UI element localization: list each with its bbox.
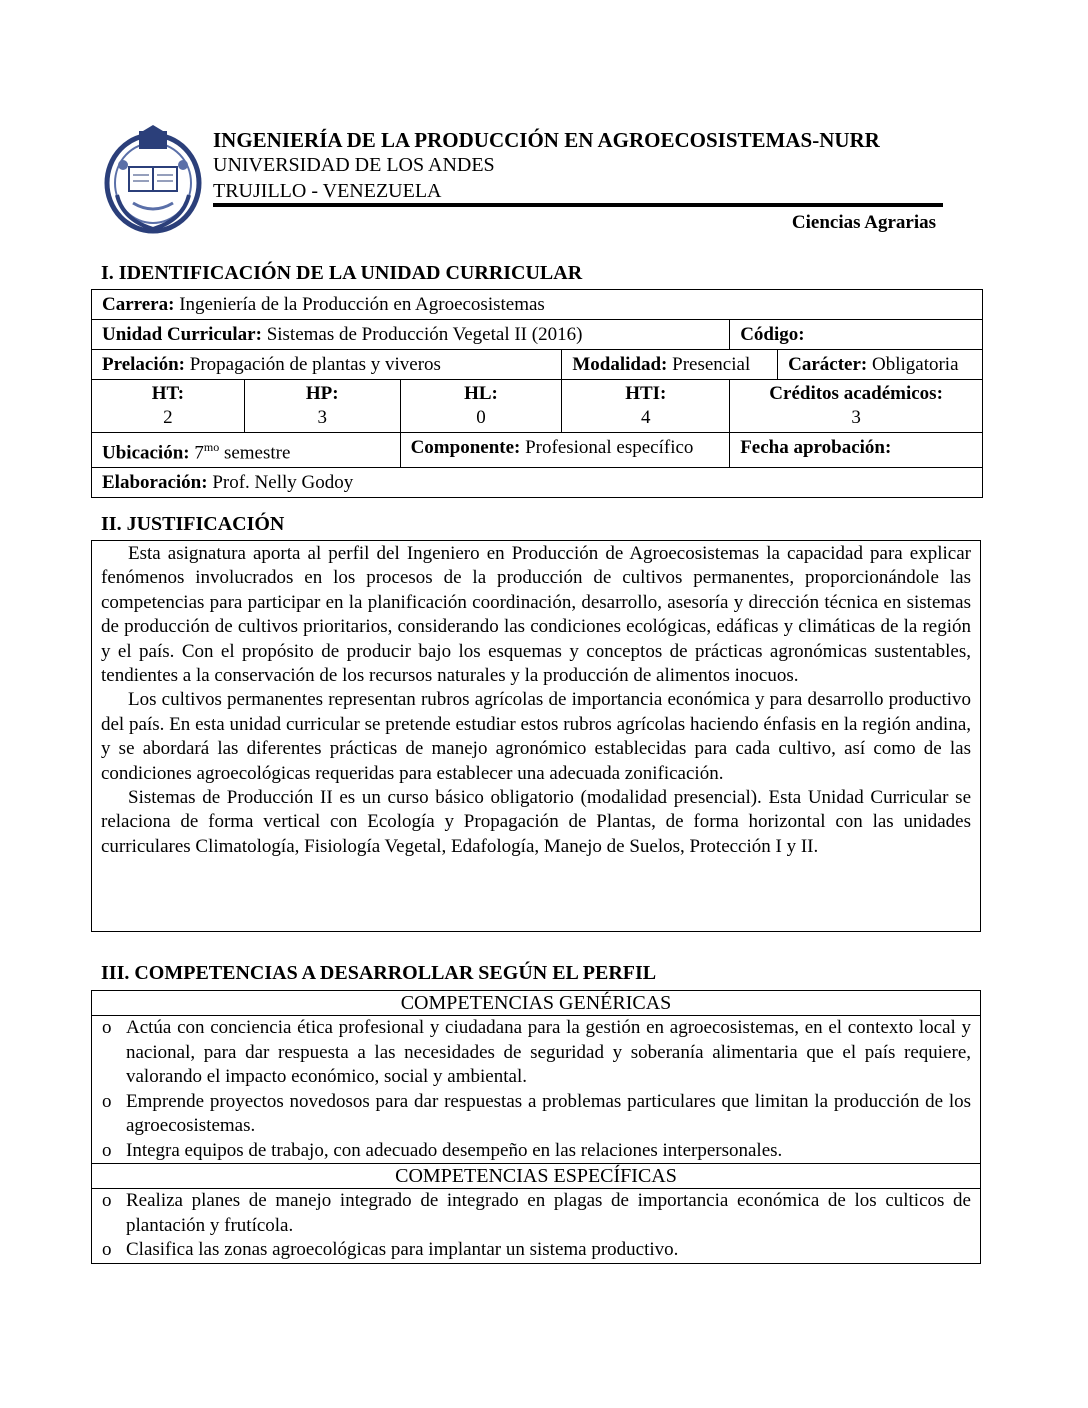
ht-label: HT: bbox=[151, 383, 185, 404]
hp-value: 3 bbox=[317, 407, 327, 428]
university-name: UNIVERSIDAD DE LOS ANDES bbox=[213, 154, 495, 176]
university-seal-logo bbox=[103, 125, 203, 235]
ubicacion-number: 7 bbox=[189, 442, 204, 464]
program-title: INGENIERÍA DE LA PRODUCCIÓN EN AGROECOSISTEMAS-NURR bbox=[213, 128, 880, 152]
bullet-icon: o bbox=[102, 1139, 112, 1161]
componente-value: Profesional específico bbox=[520, 437, 694, 458]
unidad-value: Sistemas de Producción Vegetal II (2016) bbox=[261, 324, 583, 345]
hl-label: HL: bbox=[464, 383, 498, 404]
elaboracion-value: Prof. Nelly Godoy bbox=[207, 472, 354, 494]
elaboracion-cell bbox=[92, 468, 983, 498]
codigo-cell: Código: bbox=[730, 320, 983, 350]
ubicacion-superscript: mo bbox=[203, 440, 220, 454]
table-row bbox=[92, 468, 983, 498]
list-item bbox=[92, 1189, 971, 1238]
modalidad-cell bbox=[562, 350, 778, 380]
area-label: Ciencias Agrarias bbox=[791, 212, 936, 233]
ht-cell bbox=[92, 380, 245, 433]
unidad-cell bbox=[92, 320, 730, 350]
list-item bbox=[92, 1090, 971, 1139]
list-item-text: Realiza planes de manejo integrado de integrado en plagas de importancia económica de los culticos de plantación y frutícola. bbox=[126, 1190, 971, 1236]
table-row bbox=[92, 433, 983, 468]
carrera-value: Ingeniería de la Producción en Agroecosistemas bbox=[174, 294, 545, 315]
header-divider bbox=[213, 203, 943, 207]
ubicacion-label: Ubicación: bbox=[102, 442, 190, 464]
prelacion-value: Propagación de plantas y viveros bbox=[185, 354, 441, 375]
table-row bbox=[92, 290, 983, 320]
list-item bbox=[92, 1238, 971, 1263]
hp-label: HP: bbox=[305, 383, 339, 404]
list-item-text: Clasifica las zonas agroecológicas para implantar un sistema productivo. bbox=[126, 1239, 679, 1260]
bullet-icon: o bbox=[102, 1190, 112, 1211]
hti-label: HTI: bbox=[625, 383, 667, 404]
componente-cell bbox=[400, 433, 730, 468]
fecha-aprobacion-cell: Fecha aprobación: bbox=[730, 433, 983, 468]
specific-competencies-heading: COMPETENCIAS ESPECÍFICAS bbox=[92, 1163, 980, 1189]
prelacion-cell bbox=[92, 350, 562, 380]
ht-value: 2 bbox=[163, 407, 173, 428]
section-title-identification: I. IDENTIFICACIÓN DE LA UNIDAD CURRICULAR bbox=[101, 262, 583, 284]
list-item-text: Actúa con conciencia ética profesional y ciudadana para la gestión en agroecosistemas, en el contexto local y nacional, para dar respuesta a las necesidades de seguridad y soberanía alimentaria que el país requiere, valorando el impacto económico, social y ambiental. bbox=[126, 1017, 971, 1087]
ubicacion-cell bbox=[92, 433, 401, 468]
creditos-cell bbox=[730, 380, 983, 433]
university-location: TRUJILLO - VENEZUELA bbox=[213, 180, 442, 202]
carrera-cell bbox=[92, 290, 983, 320]
unidad-label: Unidad Curricular: bbox=[102, 324, 262, 345]
hp-cell bbox=[244, 380, 400, 433]
justification-box bbox=[91, 540, 981, 932]
table-row-hours bbox=[92, 380, 983, 433]
list-item bbox=[92, 1016, 971, 1090]
hti-value: 4 bbox=[641, 407, 651, 428]
ubicacion-rest: semestre bbox=[219, 442, 291, 464]
carrera-label: Carrera: bbox=[102, 294, 175, 315]
componente-label: Componente: bbox=[410, 437, 521, 458]
creditos-label: Créditos académicos: bbox=[769, 383, 943, 404]
section-title-competencies: III. COMPETENCIAS A DESARROLLAR SEGÚN EL PERFIL bbox=[101, 962, 657, 984]
table-row bbox=[92, 320, 983, 350]
caracter-cell bbox=[778, 350, 983, 380]
hl-cell bbox=[400, 380, 562, 433]
competencies-box bbox=[91, 990, 981, 1264]
table-row bbox=[92, 350, 983, 380]
modalidad-label: Modalidad: bbox=[572, 354, 668, 375]
hl-value: 0 bbox=[476, 407, 486, 428]
caracter-label: Carácter: bbox=[788, 354, 868, 375]
list-item-text: Integra equipos de trabajo, con adecuado desempeño en las relaciones interpersonales. bbox=[126, 1139, 783, 1161]
prelacion-label: Prelación: bbox=[102, 354, 186, 375]
hti-cell bbox=[562, 380, 730, 433]
elaboracion-label: Elaboración: bbox=[102, 472, 208, 494]
bullet-icon: o bbox=[102, 1090, 112, 1112]
creditos-value: 3 bbox=[851, 407, 861, 428]
section-title-justification: II. JUSTIFICACIÓN bbox=[101, 513, 285, 535]
justification-paragraph: Sistemas de Producción II es un curso básico obligatorio (modalidad presencial). Esta Unidad Curricular se relaciona de forma vertical con Ecología y Propagación de Plantas, de forma horizontal con las unidades curriculares Climatología, Fisiología Vegetal, Edafología, Manejo de Suelos, Protección I y II. bbox=[101, 787, 971, 857]
list-item bbox=[92, 1139, 971, 1164]
modalidad-value: Presencial bbox=[667, 354, 751, 375]
bullet-icon: o bbox=[102, 1017, 112, 1038]
caracter-value: Obligatoria bbox=[867, 354, 959, 375]
list-item-text: Emprende proyectos novedosos para dar respuestas a problemas particulares que limitan la producción de los agroecosistemas. bbox=[126, 1090, 971, 1136]
generic-competencies-list bbox=[92, 1016, 980, 1163]
justification-paragraph: Esta asignatura aporta al perfil del Ingeniero en Producción de Agroecosistemas la capacidad para explicar fenómenos involucrados en los procesos de la producción de cultivos permanentes, proporcionándole las competencias para participar en la planificación coordinación, desarrollo, asesoría y dirección técnica en sistemas de producción de cultivos prioritarios, considerando las condiciones ecológicas, edáficas y climáticas de la región y el país. Con el propósito de producir bajo los esquemas y conceptos de prácticas agronómicas sustentables, tendientes a la conservación de los recursos naturales y la producción de alimentos inocuos. bbox=[101, 543, 971, 687]
specific-competencies-list bbox=[92, 1189, 980, 1263]
generic-competencies-heading: COMPETENCIAS GENÉRICAS bbox=[92, 991, 980, 1016]
bullet-icon: o bbox=[102, 1239, 112, 1260]
justification-paragraph: Los cultivos permanentes representan rubros agrícolas de importancia económica y para desarrollo productivo del país. En esta unidad curricular se pretende estudiar estos rubros agrícolas haciendo énfasis en la región andina, y se abordará las diferentes prácticas de manejo agronómico establecidas para cada cultivo, así como de las condiciones agroecológicas requeridas para establecer una adecuada zonificación. bbox=[101, 689, 971, 784]
identification-table bbox=[91, 289, 983, 498]
